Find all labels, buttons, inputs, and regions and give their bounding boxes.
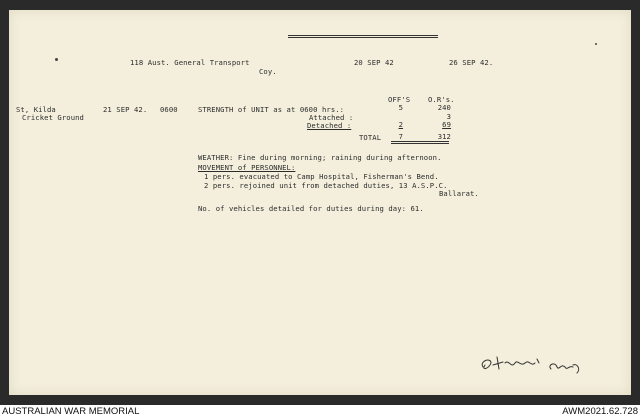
movement-line1: 1 pers. evacuated to Camp Hospital, Fisherman's Bend. <box>204 172 439 181</box>
total-offrs: 7 <box>398 132 403 141</box>
date-to: 26 SEP 42. <box>449 58 494 67</box>
strength-offrs: 5 <box>398 103 403 112</box>
total-label: TOTAL <box>359 133 382 142</box>
strength-ors: 240 <box>437 103 451 112</box>
top-double-rule-lower <box>288 37 438 38</box>
place-line1: St, Kilda <box>16 105 56 114</box>
footer-accession-number: AWM2021.62.728 <box>562 406 638 417</box>
weather-line: WEATHER: Fine during morning; raining during afternoon. <box>198 153 442 162</box>
unit-name-cont: Coy. <box>259 67 277 76</box>
date-from: 20 SEP 42 <box>354 58 394 67</box>
place-line2: Cricket Ground <box>22 113 84 122</box>
detached-ors: 69 <box>442 120 451 129</box>
top-double-rule-upper <box>288 35 438 36</box>
punch-mark <box>55 58 58 61</box>
total-underline-lower <box>391 143 449 144</box>
handwritten-signature <box>477 353 587 383</box>
detached-label: Detached : <box>307 121 352 130</box>
detached-offrs: 2 <box>398 120 403 129</box>
war-diary-page <box>9 10 631 395</box>
archive-footer <box>0 405 640 418</box>
entry-time: 0600 <box>160 105 178 114</box>
attached-label: Attached : <box>309 113 354 122</box>
movement-heading: MOVEMENT of PERSONNEL: <box>198 163 296 172</box>
corner-mark <box>595 43 597 45</box>
footer-institution: AUSTRALIAN WAR MEMORIAL <box>2 406 140 417</box>
movement-line3: Ballarat. <box>439 189 479 198</box>
ors-header: O.R's. <box>428 95 455 104</box>
attached-ors: 3 <box>446 112 451 121</box>
total-underline-upper <box>391 141 449 142</box>
unit-name: 118 Aust. General Transport <box>130 58 250 67</box>
vehicles-line: No. of vehicles detailed for duties during day: 61. <box>198 204 424 213</box>
offrs-header: OFF'S <box>388 95 411 104</box>
total-ors: 312 <box>437 132 451 141</box>
movement-line2: 2 pers. rejoined unit from detached duties, 13 A.S.P.C. <box>204 181 448 190</box>
entry-date: 21 SEP 42. <box>103 105 148 114</box>
strength-label: STRENGTH of UNIT as at 0600 hrs.: <box>198 105 345 114</box>
